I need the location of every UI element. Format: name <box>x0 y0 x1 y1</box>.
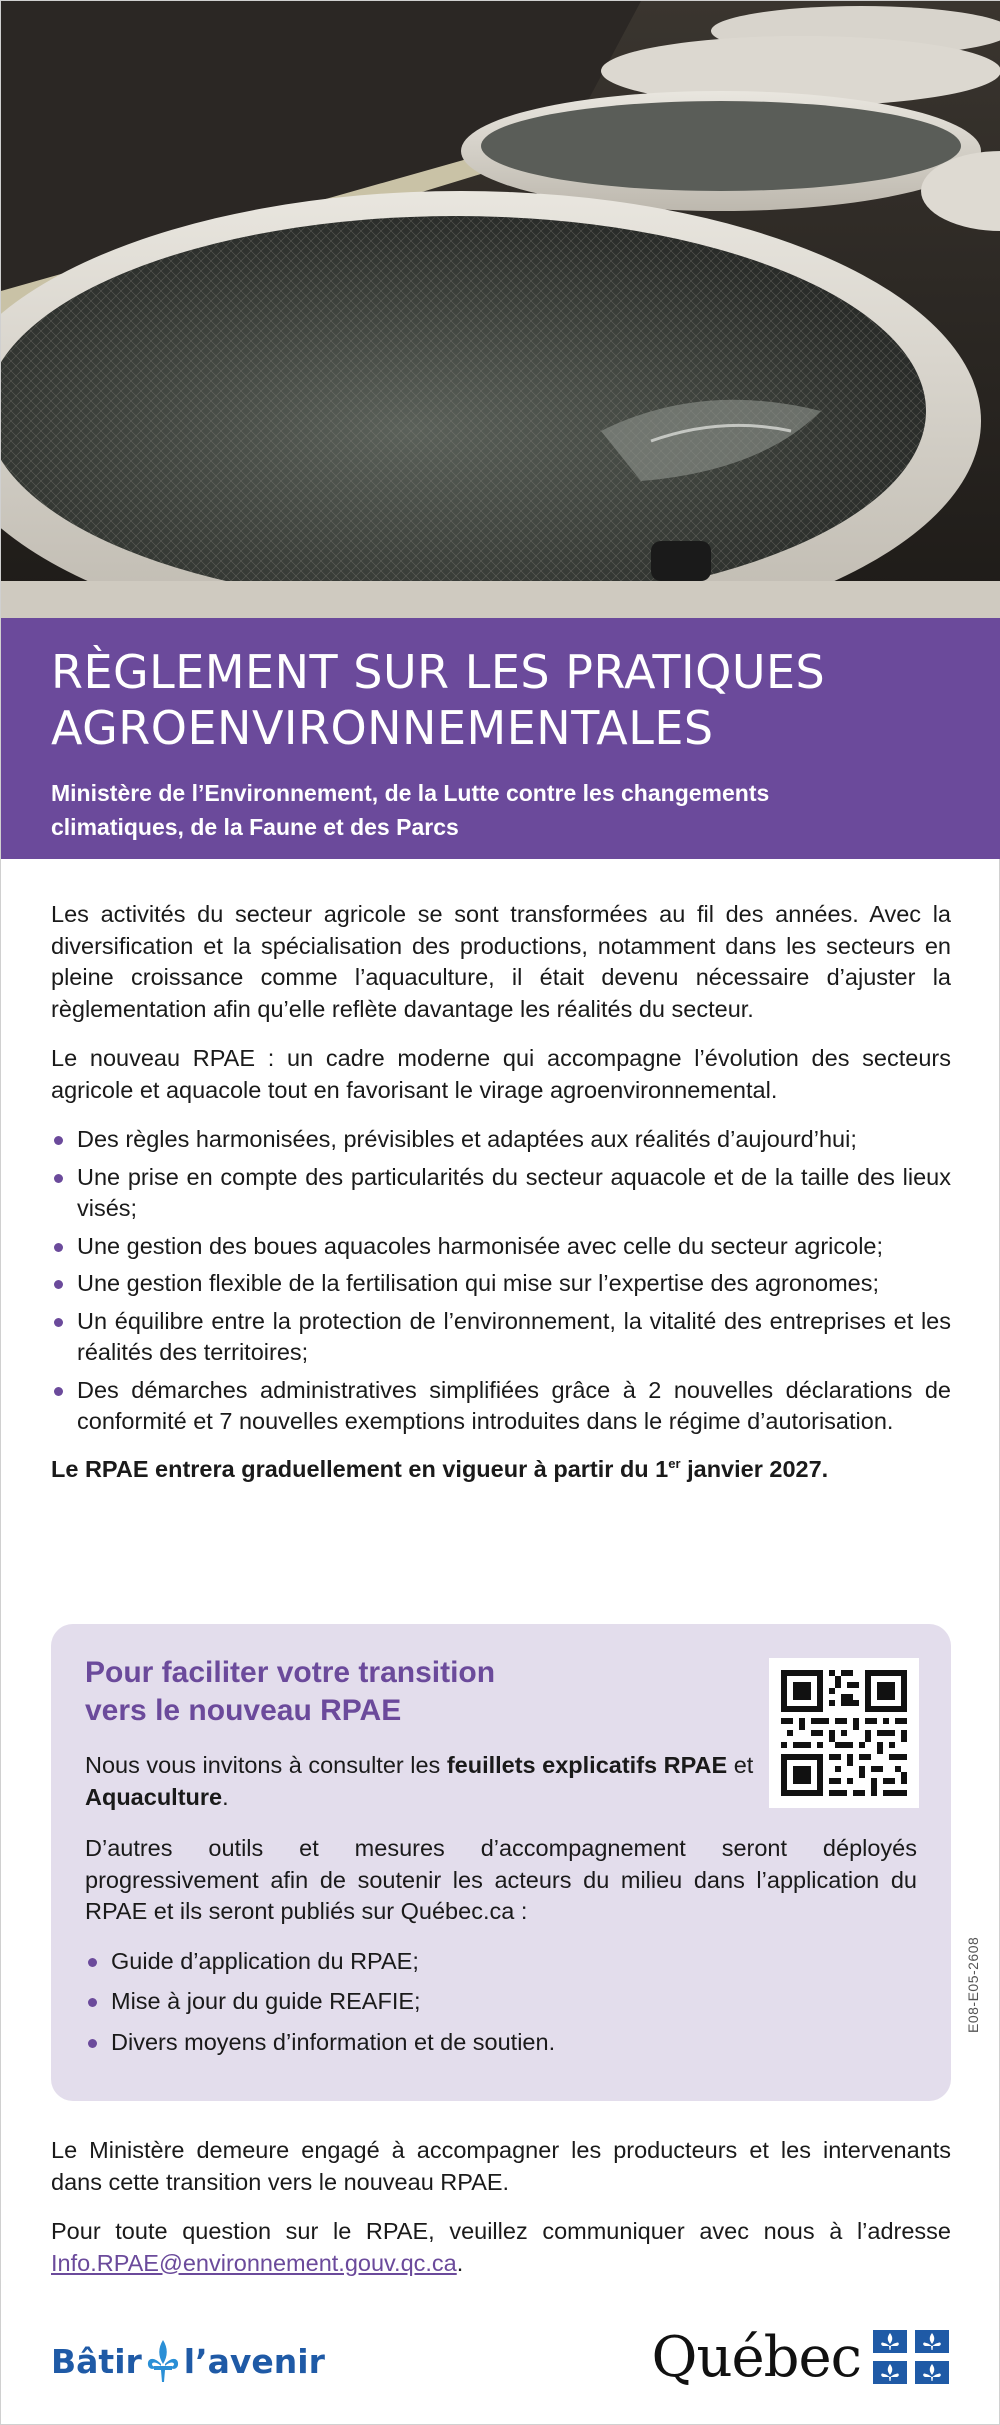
batir-lavenir-logo <box>51 2331 325 2391</box>
contact-email-link[interactable]: Info.RPAE@environnement.gouv.qc.ca <box>51 2249 457 2276</box>
transition-title <box>85 1654 645 1730</box>
quebec-flag-icon <box>873 2330 949 2384</box>
ordinal-suffix: er <box>668 1455 681 1471</box>
quebec-wordmark: Québec <box>651 2324 861 2390</box>
intro-section <box>51 899 951 1503</box>
contact-paragraph <box>51 2216 951 2279</box>
commitment-paragraph: Le Ministère demeure engagé à accompagner les producteurs et les intervenants dans cette transition vers le nouveau RPAE. <box>51 2137 951 2195</box>
invite-paragraph <box>85 1750 775 1813</box>
invite-text: . <box>222 1783 229 1810</box>
invite-text: et <box>727 1752 754 1778</box>
effective-date-text: Le RPAE entrera graduellement en vigueur à partir du 1 <box>51 1455 669 1482</box>
tools-paragraph: D’autres outils et mesures d’accompagnement seront déployés progressivement afin de soutenir les acteurs du milieu dans l’application du RPAE et ils seront publiés sur Québec.ca : <box>85 1835 917 1924</box>
contact-text: Pour toute question sur le RPAE, veuillez communiquer avec nous à l’adresse <box>51 2218 951 2244</box>
fleur-de-lis-icon <box>146 2338 180 2384</box>
batir-logo-text: Bâtir <box>51 2341 142 2381</box>
invite-text: Nous vous invitons à consulter les <box>85 1752 447 1778</box>
contact-section <box>51 2135 951 2297</box>
qr-code-icon[interactable] <box>769 1658 919 1808</box>
lavenir-logo-text: l’avenir <box>183 2341 325 2381</box>
benefits-list <box>51 1124 951 1438</box>
list-item: Une gestion des boues aquacoles harmonisée avec celle du secteur agricole; <box>51 1231 951 1263</box>
list-item: Guide d’application du RPAE; <box>85 1946 917 1978</box>
transition-title-line-2: vers le nouveau RPAE <box>85 1694 402 1727</box>
list-item: Mise à jour du guide REAFIE; <box>85 1986 917 2018</box>
effective-date-text-end: janvier 2027. <box>680 1455 829 1482</box>
intro-paragraph-2: Le nouveau RPAE : un cadre moderne qui accompagne l’évolution des secteurs agricole et aquacole tout en favorisant le virage agroenvironnemental. <box>51 1045 951 1103</box>
transition-title-line-1: Pour faciliter votre transition <box>85 1656 496 1689</box>
aquaculture-link-text: Aquaculture <box>85 1783 223 1810</box>
list-item: Des démarches administratives simplifiées grâce à 2 nouvelles déclarations de conformité et 7 nouvelles exemptions introduites dans le régime d’autorisation. <box>51 1375 951 1438</box>
list-item: Divers moyens d’information et de soutien. <box>85 2027 917 2059</box>
ministry-line-1: Ministère de l’Environnement, de la Lutte contre les changements <box>51 780 770 806</box>
tools-list <box>85 1946 917 2059</box>
effective-date-statement <box>51 1454 951 1486</box>
intro-paragraph-1: Les activités du secteur agricole se sont transformées au fil des années. Avec la diversification et la spécialisation des productions, notamment dans les secteurs en pleine croissance comme l’aquaculture, il était devenu nécessaire d’ajuster la règlementation afin qu’elle reflète davantage les réalités du secteur. <box>51 901 951 1022</box>
ministry-name <box>51 776 951 844</box>
transition-box <box>51 1624 951 2101</box>
list-item: Une prise en compte des particularités du secteur aquacole et de la taille des lieux visés; <box>51 1162 951 1225</box>
ministry-line-2: climatiques, de la Faune et des Parcs <box>51 814 459 840</box>
document-code: E08-E05-2608 <box>965 1936 981 2033</box>
title-band <box>1 618 1000 859</box>
list-item: Une gestion flexible de la fertilisation qui mise sur l’expertise des agronomes; <box>51 1268 951 1300</box>
page-title <box>51 644 951 756</box>
title-line-1: RÈGLEMENT SUR LES PRATIQUES <box>51 645 826 699</box>
list-item: Des règles harmonisées, prévisibles et adaptées aux réalités d’aujourd’hui; <box>51 1124 951 1156</box>
feuillets-link-text: feuillets explicatifs RPAE <box>446 1752 728 1778</box>
fish-tank-photo <box>1 1 1000 618</box>
title-line-2: AGROENVIRONNEMENTALES <box>51 701 714 755</box>
quebec-logo <box>652 2317 949 2397</box>
list-item: Un équilibre entre la protection de l’environnement, la vitalité des entreprises et les réalités des territoires; <box>51 1306 951 1369</box>
contact-text-end: . <box>456 2249 464 2276</box>
